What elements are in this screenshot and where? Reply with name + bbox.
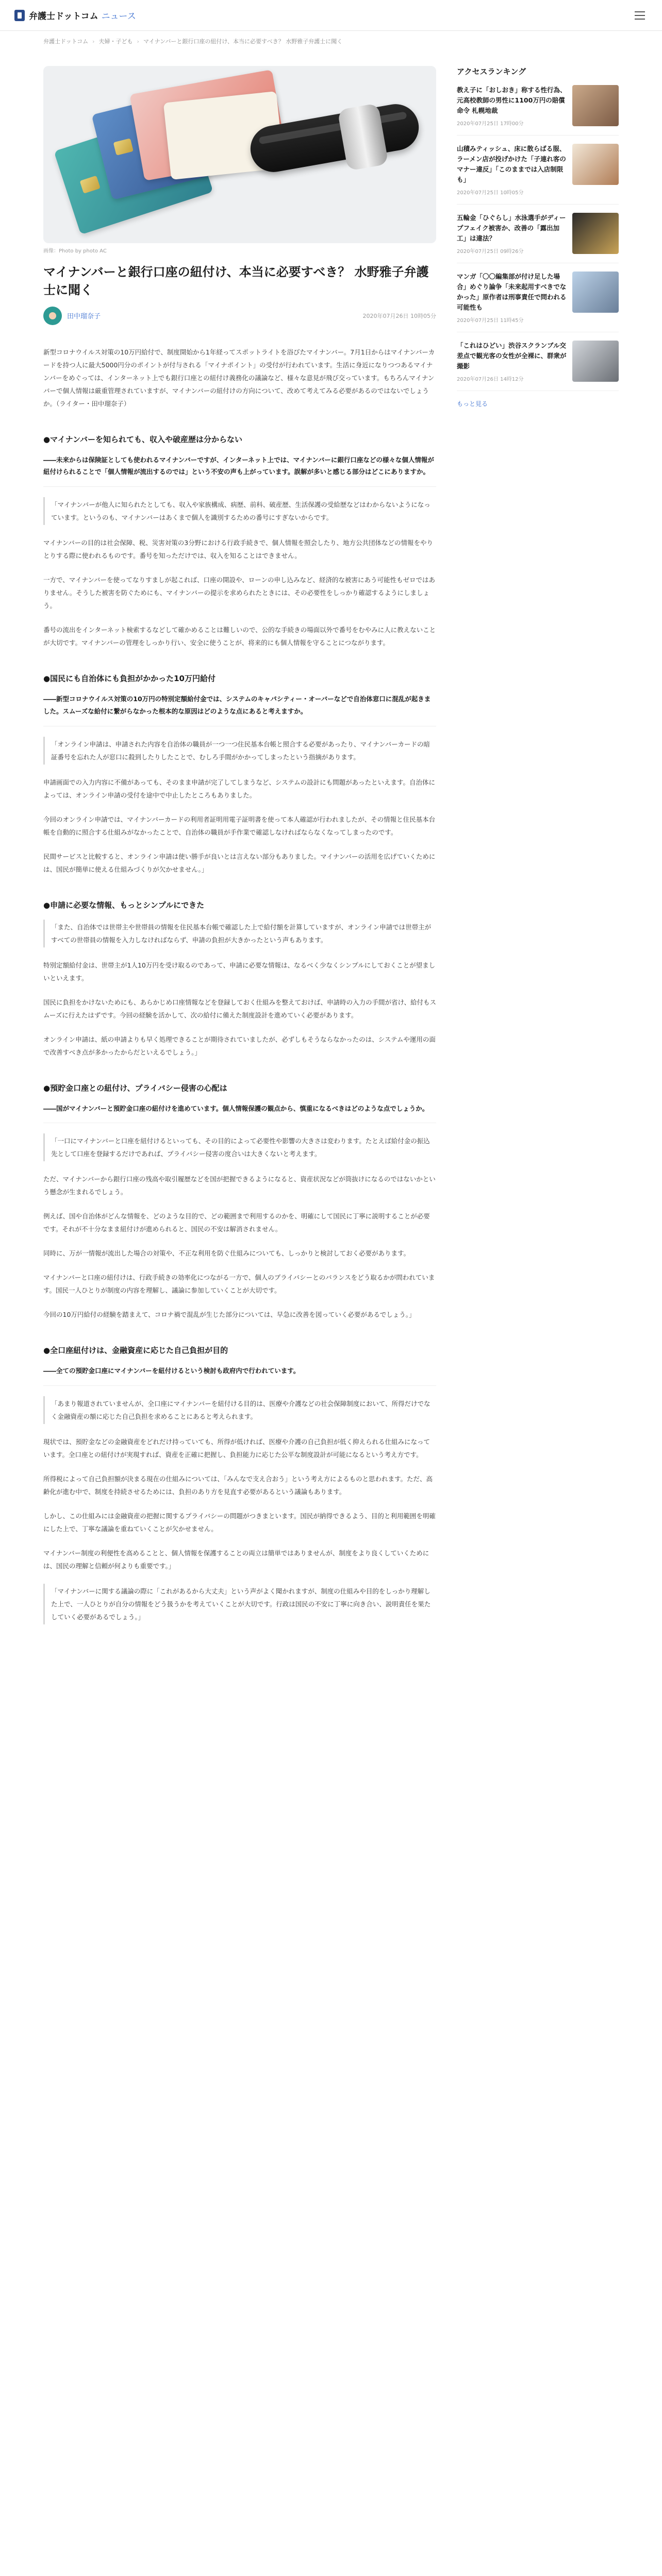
section-paragraph: 「また、自治体では世帯主や世帯員の情報を住民基本台帳で確認した上で給付額を計算していますが、オンライン申請では世帯主がすべての世帯員の情報を入力しなければならず、申請の負担が大きかったという声もあります。 [43,920,436,947]
section-heading: ●申請に必要な情報、もっとシンプルにできた [43,900,205,910]
section-paragraph: 例えば、国や自治体がどんな情報を、どのような目的で、どの範囲まで利用するのかを、明確にして国民に丁寧に説明することが必要です。それが不十分なまま紐付けが進められると、国民の不安は解消されません。 [43,1212,430,1233]
article-section [43,1082,436,1321]
ranking-item-date: 2020年07月25日 10時05分 [457,190,524,196]
section-heading: ●全口座紐付けは、金融資産に応じた自己負担が目的 [43,1346,228,1355]
section-paragraph: 今回の10万円給付の経験を踏まえて、コロナ禍で混乱が生じた部分については、早急に改善を図っていく必要があるでしょう。」 [43,1311,416,1319]
article-title: マイナンバーと銀行口座の紐付け、本当に必要すべき？ 水野雅子弁護士に聞く [43,265,429,297]
article-meta [43,307,436,325]
sidebar [457,66,619,1636]
ranking-thumbnail [572,341,619,382]
avatar [43,307,62,325]
ranking-item-date: 2020年07月25日 17時00分 [457,121,524,127]
section-paragraph: 特別定額給付金は、世帯主が1人10万円を受け取るのであって、申請に必要な情報は、なるべく少なくシンプルにしておくことが望ましいといえます。 [43,961,436,982]
section-paragraph: 一方で、マイナンバーを使ってなりすましが起これば、口座の開設や、ローンの申し込みなど、経済的な被害にあう可能性もゼロではありません。そうした被害を防ぐためにも、マイナンバーの提示を求められたときには、その必要性をしっかり確認するようにしましょう。 [43,576,436,610]
logo-text: 弁護士ドットコム ニュース [29,11,136,22]
section-question: ――未来からは保険証としても使われるマイナンバーですが、インターネット上では、マイナンバーに銀行口座などの様々な個人情報が紐付けられることで「個人情報が流出するのでは」という不安の声も上がっています。誤解が多いと感じる部分はどこにありますか。 [43,454,436,487]
article-body [43,346,436,1625]
section-paragraph: 民間サービスと比較すると、オンライン申請は使い勝手が良いとは言えない部分もありました。マイナンバーの活用を広げていくためには、国民が簡単に使える仕組みづくりが欠かせません。」 [43,852,436,873]
ranking-thumbnail [572,144,619,185]
section-paragraph: ただ、マイナンバーから銀行口座の残高や取引履歴などを国が把握できるようになると、資産状況などが筒抜けになるのではないかという懸念が生まれるでしょう。 [43,1175,436,1196]
section-question: ――新型コロナウイルス対策の10万円の特別定額給付金では、システムのキャパシティー・オーバーなどで自治体窓口に混乱が起きました。スムーズな給付に繋がらなかった根本的な原因はどのような点にあると考えますか。 [43,693,436,726]
ranking-item-date: 2020年07月25日 09時26分 [457,249,524,255]
ranking-item-title: マンガ「〇〇編集部が付け足した場合」めぐり論争「未来起用すべきでなかった」原作者は刑事責任で問われる可能性も [457,273,567,311]
author[interactable] [43,307,101,325]
section-paragraph: マイナンバーと口座の紐付けは、行政手続きの効率化につながる一方で、個人のプライバシーとのバランスをどう取るかが問われています。国民一人ひとりが制度の内容を理解し、議論に参加していくことが大切です。 [43,1274,435,1295]
section-paragraph: しかし、この仕組みには金融資産の把握に関するプライバシーの問題がつきまといます。国民が納得できるよう、目的と利用範囲を明確にした上で、丁寧な議論を重ねていくことが欠かせません。 [43,1512,436,1533]
section-paragraph: 現状では、預貯金などの金融資産をどれだけ持っていても、所得が低ければ、医療や介護の自己負担が低く抑えられる仕組みになっています。全口座との紐付けが実現すれば、資産を正確に把握し、負担能力に応じた公平な制度設計が可能になるという考え方です。 [43,1438,431,1459]
breadcrumb [0,31,662,52]
ranking-item[interactable] [457,144,619,205]
ranking-title: アクセスランキング [457,67,526,76]
ranking-thumbnail [572,85,619,126]
section-paragraph: 国民に負担をかけないためにも、あらかじめ口座情報などを登録しておく仕組みを整えておけば、申請時の入力の手間が省け、給付もスムーズに行えたはずです。今回の経験を活かして、次の給付に備えた制度設計を進めていく必要があります。 [43,998,437,1019]
section-paragraph: マイナンバー制度の利便性を高めることと、個人情報を保護することの両立は簡単ではありませんが、制度をより良くしていくためには、国民の理解と信頼が何よりも重要です。」 [43,1549,429,1570]
ranking-item-date: 2020年07月25日 11時45分 [457,318,524,324]
site-logo[interactable] [14,9,136,22]
ranking-item-title: 五輪金「ひぐらし」水泳選手がディープフェイク被害か、改善の「露出加工」は違法？ [457,214,566,242]
ranking-more-link[interactable]: もっと見る [457,400,488,408]
menu-icon[interactable] [632,8,648,23]
site-header [0,0,662,31]
section-paragraph: オンライン申請は、紙の申請よりも早く処理できることが期待されていましたが、必ずしもそうならなかったのは、システムや運用の面で改善すべき点が多かったからだといえるでしょう。」 [43,1035,436,1056]
section-paragraph: 所得税によって自己負担額が決まる現在の仕組みについては、「みんなで支え合おう」という考え方によるものと思われます。ただ、高齢化が進む中で、制度を持続させるためには、負担のあり方を見直す必要があるという議論もあります。 [43,1475,433,1496]
section-paragraph: マイナンバーの目的は社会保障、税、災害対策の3分野における行政手続きで、個人情報を照会したり、地方公共団体などの情報をやりとりする際に使われるものです。番号を知っただけでは、収入を知ることはできません。 [43,539,433,560]
ranking-item-title: 「これはひどい」渋谷スクランブル交差点で観光客の女性が全裸に、群衆が撮影 [457,342,567,370]
section-heading: ●預貯金口座との紐付け、プライバシー侵害の心配は [43,1083,227,1093]
section-paragraph: 「あまり報道されていませんが、全口座にマイナンバーを紐付ける目的は、医療や介護などの社会保障制度において、所得だけでなく金融資産の額に応じた自己負担を求めることにあると考えられます。 [43,1396,436,1424]
section-paragraph: 番号の流出をインターネット検索するなどして確かめることは難しいので、公的な手続きの場面以外で番号をむやみに人に教えないことが大切です。マイナンバーの管理をしっかり行い、安全に使うことが、将来的にも個人情報を守ることにつながります。 [43,626,436,647]
article-section [43,434,436,650]
ranking-item-title: 教え子に「おしおき」称する性行為、元高校教師の男性に1100万円の賠償命令 札幌地裁 [457,86,567,114]
article-intro: 新型コロナウイルス対策の10万円給付で、制度開始から1年経ってスポットライトを浴びたマイナンバー。7月1日からはマイナンバーカードを持つ人に最大5000円分のポイントが付与される「マイナポイント」の受付が行われています。生活に身近になりつつあるマイナンバーをめぐっては、インターネット上でも銀行口座との紐付け義務化の議論など、様々な意見が飛び交っています。もちろんマイナンバーで個人情報は厳重管理されていますが、マイナンバーの紐付けの方向について、改めて考えてみる必要があるのではないでしょうか。（ライター・田中瑠奈子） [43,348,435,408]
ranking-item[interactable] [457,213,619,263]
ranking-thumbnail [572,272,619,313]
breadcrumb-category[interactable]: 夫婦・子ども [98,38,133,45]
section-heading: ●マイナンバーを知られても、収入や破産歴は分からない [43,434,242,444]
chevron-right-icon: › [92,38,95,45]
image-caption: 画像：Photo by photo AC [43,248,107,254]
article-closing: 「マイナンバーに関する議論の際に「これがあるから大丈夫」という声がよく聞かれますが、制度の仕組みや目的をしっかり理解した上で、一人ひとりが自分の情報をどう扱うかを考えていくことが大切です。行政は国民の不安に丁寧に向き合い、説明責任を果たしていく必要があるでしょう。」 [43,1584,436,1624]
article-hero-image [43,66,436,243]
section-paragraph: 「オンライン申請は、申請された内容を自治体の職員が一つ一つ住民基本台帳と照合する必要があったり、マイナンバーカードの暗証番号を忘れた人が窓口に殺到したりしたことで、むしろ手間がかかってしまったという指摘があります。 [43,737,436,765]
section-paragraph: 「一口にマイナンバーと口座を紐付けるといっても、その目的によって必要性や影響の大きさは変わります。たとえば給付金の振込先として口座を登録するだけであれば、プライバシー侵害の度合いは大きくないと考えます。 [43,1133,436,1161]
section-heading: ●国民にも自治体にも負担がかかった10万円給付 [43,674,216,684]
logo-icon [14,10,25,21]
article [43,66,436,1636]
section-paragraph: 「マイナンバーが他人に知られたとしても、収入や家族構成、病歴、前科、破産歴、生活保護の受給歴などはわからないようになっています。というのも、マイナンバーはあくまで個人を識別するための番号にすぎないからです。 [43,497,436,525]
ranking-item[interactable] [457,85,619,135]
ranking-item[interactable] [457,341,619,391]
article-section [43,673,436,876]
ranking-item-date: 2020年07月26日 14時12分 [457,377,524,382]
section-paragraph: 同時に、万が一情報が流出した場合の対策や、不正な利用を防ぐ仕組みについても、しっかりと検討しておく必要があります。 [43,1249,410,1258]
ranking-item-title: 山積みティッシュ、床に散らばる服、ラーメン店が投げかけた「子連れ客のマナー違反」「このままでは入店制限も」 [457,145,566,183]
chevron-right-icon: › [137,38,139,45]
publish-date: 2020年07月26日 10時05分 [362,312,436,319]
section-question: ――国がマイナンバーと預貯金口座の紐付けを進めています。個人情報保護の観点から、慎重になるべきはどのような点でしょうか。 [43,1103,436,1124]
section-paragraph: 今回のオンライン申請では、マイナンバーカードの利用者証明用電子証明書を使って本人確認が行われましたが、その情報と住民基本台帳を自動的に照合する仕組みがなかったことで、自治体の職員が手作業で確認しなければならなくなってしまったのです。 [43,815,436,836]
ranking-thumbnail [572,213,619,254]
ranking-item[interactable] [457,272,619,332]
section-question: ――全ての預貯金口座にマイナンバーを紐付けるという検討も政府内で行われています。 [43,1365,436,1386]
author-name[interactable]: 田中瑠奈子 [67,313,101,321]
article-section [43,900,436,1059]
breadcrumb-home[interactable]: 弁護士ドットコム [43,38,89,45]
breadcrumb-current: マイナンバーと銀行口座の紐付け、本当に必要すべき？ 水野雅子弁護士に聞く [143,38,343,45]
article-section [43,1345,436,1572]
section-paragraph: 申請画面での入力内容に不備があっても、そのまま申請が完了してしまうなど、システムの設計にも問題があったといえます。自治体によっては、オンライン申請の受付を途中で中止したところもありました。 [43,778,436,799]
